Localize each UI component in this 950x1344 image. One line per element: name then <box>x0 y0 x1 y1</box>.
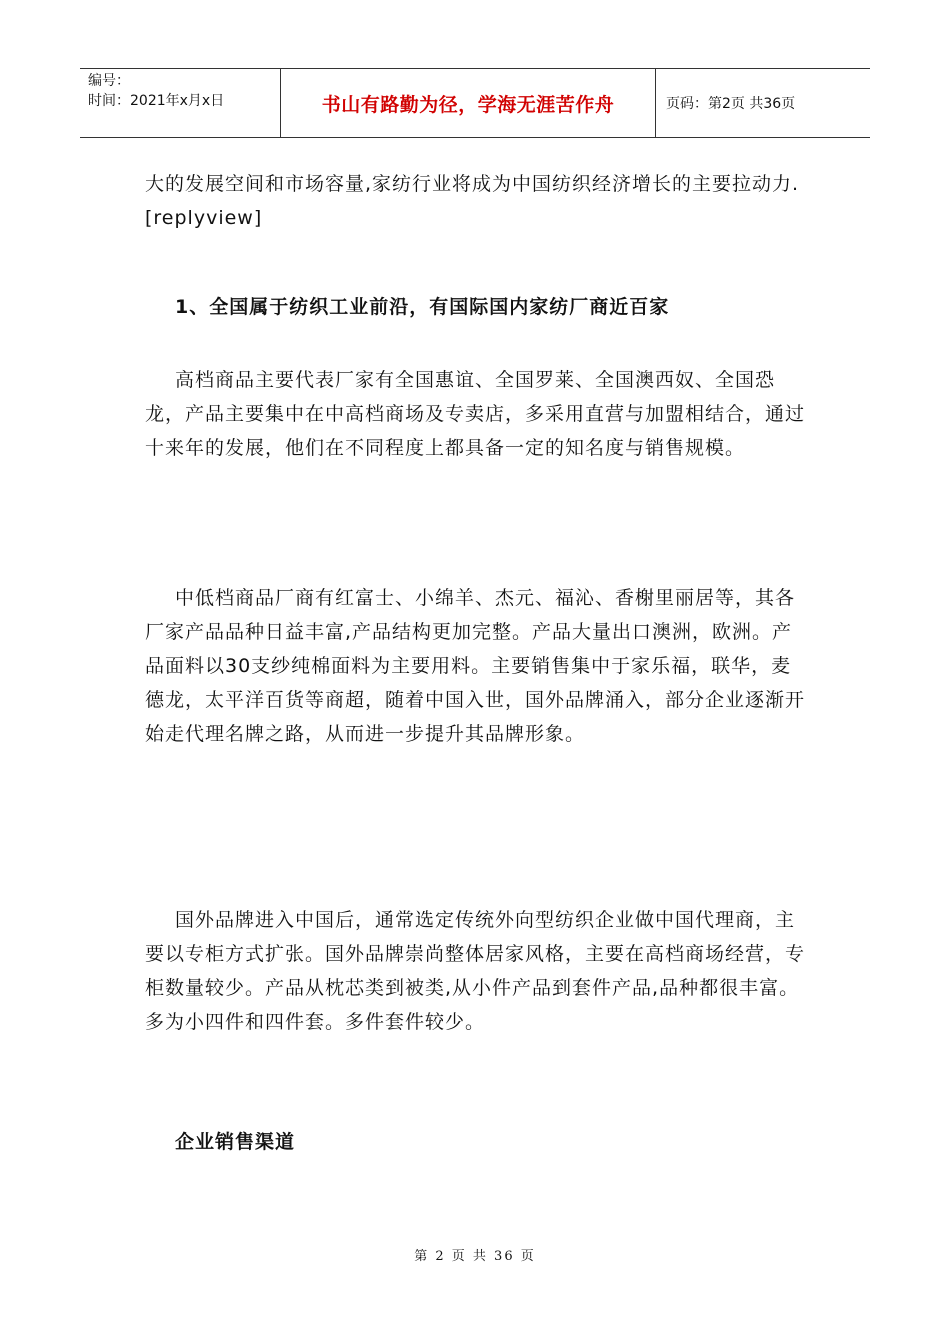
intro-text: 大的发展空间和市场容量,家纺行业将成为中国纺织经济增长的主要拉动力.[replyview] <box>145 173 800 229</box>
document-number-label: 编号： <box>88 73 130 89</box>
header-meta <box>80 69 281 137</box>
paragraph-high-end <box>145 363 810 465</box>
section-heading-1 <box>145 290 810 324</box>
heading-text: 企业销售渠道 <box>175 1131 296 1153</box>
paragraph-foreign-brands <box>145 903 810 1039</box>
page-footer: 第 2 页 共 36 页 <box>414 1249 536 1264</box>
intro-paragraph <box>145 167 810 235</box>
header-page-number: 页码：第2页 共36页 <box>666 96 796 112</box>
heading-text: 1、全国属于纺织工业前沿，有国际国内家纺厂商近百家 <box>175 296 670 318</box>
paragraph-text: 中低档商品厂商有红富士、小绵羊、杰元、福沁、香榭里丽居等，其各厂家产品品种日益丰富,产品结构更加完整。产品大量出口澳洲，欧洲。产品面料以30支纱纯棉面料为主要用料。主要销售集中于家乐福，联华，麦德龙，太平洋百货等商超，随着中国入世，国外品牌涌入，部分企业逐渐开始走代理名牌之路，从而进一步提升其品牌形象。 <box>145 587 806 745</box>
header-motto: 书山有路勤为径，学海无涯苦作舟 <box>281 69 656 137</box>
paragraph-text: 高档商品主要代表厂家有全国惠谊、全国罗莱、全国澳西奴、全国恐龙，产品主要集中在中高档商场及专卖店，多采用直营与加盟相结合，通过十来年的发展，他们在不同程度上都具备一定的知名度与销售规模。 <box>145 369 806 459</box>
paragraph-mid-low-end <box>145 581 810 751</box>
document-time-label: 时间：2021年x月x日 <box>88 93 225 109</box>
section-heading-2 <box>145 1125 810 1159</box>
document-header <box>80 68 870 138</box>
paragraph-text: 国外品牌进入中国后，通常选定传统外向型纺织企业做中国代理商，主要以专柜方式扩张。国外品牌崇尚整体居家风格，主要在高档商场经营，专柜数量较少。产品从枕芯类到被类,从小件产品到套件产品,品种都很丰富。多为小四件和四件套。多件套件较少。 <box>145 909 806 1033</box>
